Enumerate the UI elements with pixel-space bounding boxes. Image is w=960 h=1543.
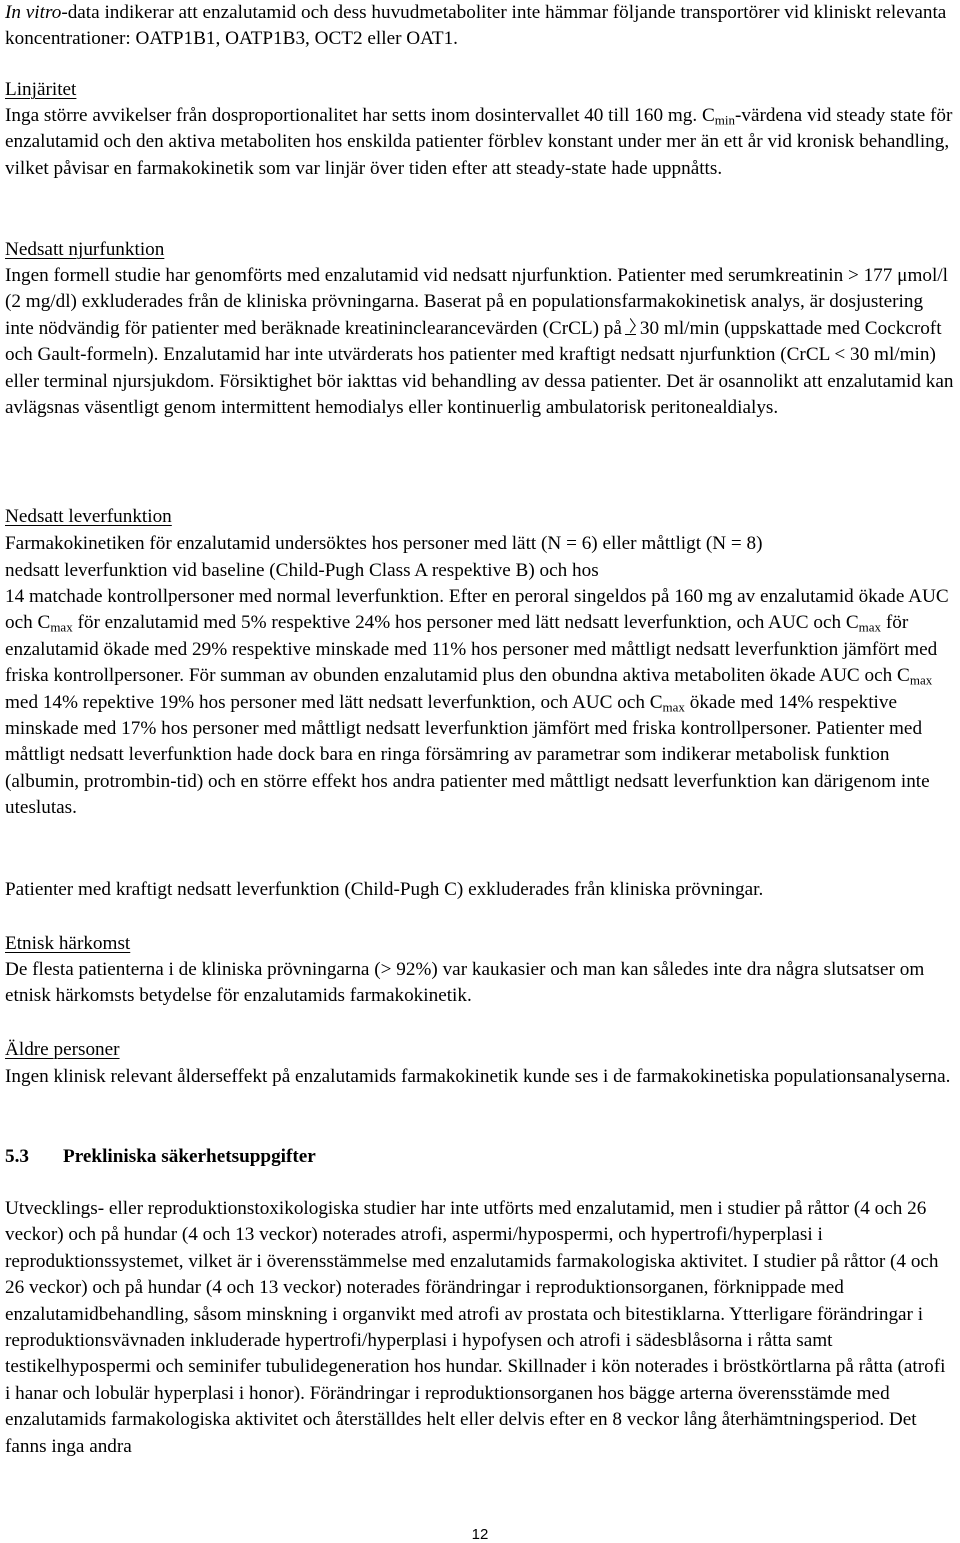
heading-ethnic: Etnisk härkomst: [5, 933, 131, 954]
subscript-max: max: [909, 672, 933, 688]
subscript-min: min: [714, 112, 736, 128]
preclinical-paragraph: Utvecklings- eller reproduktionstoxikologiska studier har inte utförts med enzalutamid, men i studier på råttor (4 och 26 veckor) och på hundar (4 och 13 veckor) noterades atrofi, aspermi/hypospermi, och hypertrofi/hyperplasi i reproduktionssystemet, vilket är i överensstämmelse med enzalutamids farmakologiska aktivitet. I studier på råttor (4 och 26 veckor) och på hundar (4 och 13 veckor) noterades förändringar i reproduktionsorganen, förknippade med enzalutamidbehandling, såsom minskning i organvikt med atrofi av prostata och bitestiklarna. Ytterligare förändringar i reproduktionsvävnaden inkluderade hypertrofi/hyperplasi i hypofysen och atrofi i sädesblåsorna i råtta samt testikelhypospermi och seminifer tubulidegeneration hos hundar. Skillnader i kön noterades i bröstkörtlarna på råtta (atrofi i hanar och lobulär hyperplasi i honor). Förändringar i reproduktionsorganen hos bägge arterna överensstämde med enzalutamids farmakologiska aktivitet och återställdes helt eller delvis efter en 8 veckor lång återhämtningsperiod. Det fanns inga andra: [5, 1198, 946, 1457]
ethnic-paragraph: De flesta patienterna i de kliniska prövningarna (> 92%) var kaukasier och man kan således inte dra några slutsatser om etnisk härkomsts betydelse för enzalutamids farmakokinetik.: [5, 959, 925, 1007]
section-heading-5-3: [5, 1144, 955, 1170]
heading-renal: Nedsatt njurfunktion: [5, 239, 165, 260]
subscript-max: max: [50, 619, 73, 635]
linearity-paragraph: Inga större avvikelser från dosproportionalitet har setts inom dosintervallet 40 till 160 mg. $C_{min}$-värdena vid steady state för enzalutamid och den aktiva metaboliten hos enskilda patienter förblev konstant under mer än ett år vid kronisk behandling, vilket påvisar en farmakokinetik som var linjär över tiden efter att steady-state hade uppnåtts.: [5, 105, 953, 179]
renal-paragraph: Ingen formell studie har genomförts med enzalutamid vid nedsatt njurfunktion. Patienter med serumkreatinin > 177 μmol/l (2 mg/dl) exkluderades från de kliniska prövningarna. Baserat på en populationsfarmakokinetisk analys, är dosjustering inte nödvändig för patienter med beräknade kreatininclearancevärden (CrCL) på 30 ml/min (uppskattade med Cockcroft och Gault-formeln). Enzalutamid har inte utvärderats hos patienter med kraftigt nedsatt njurfunktion (CrCL < 30 ml/min) eller terminal njursjukdom. Försiktighet bör iakttas vid behandling av dessa patienter. Det är osannolikt att enzalutamid kan avlägsnas väsentligt genom intermittent hemodialys eller kontinuerlig ambulatorisk peritonealdialys.: [5, 265, 954, 419]
intro-italic: In vitro: [5, 2, 62, 23]
hepatic-line-2: nedsatt leverfunktion vid baseline (Child-Pugh Class A respektive B) och hos: [5, 560, 599, 581]
subscript-max: max: [858, 619, 882, 635]
heading-hepatic: Nedsatt leverfunktion: [5, 506, 172, 527]
hepatic-severe-paragraph: Patienter med kraftigt nedsatt leverfunktion (Child-Pugh C) exkluderades från kliniska prövningar.: [5, 879, 764, 900]
heading-linearity: Linjäritet: [5, 79, 77, 100]
greater-equal-icon: [624, 320, 638, 336]
elderly-paragraph: Ingen klinisk relevant ålderseffekt på enzalutamids farmakokinetik kunde ses i de farmakokinetiska populationsanalyserna.: [5, 1066, 951, 1087]
subscript-max: max: [662, 698, 685, 714]
page-number: 12: [471, 1526, 489, 1543]
intro-paragraph: [5, 0, 955, 53]
hepatic-paragraph: 14 matchade kontrollpersoner med normal leverfunktion. Efter en peroral singeldos på 160 mg av enzalutamid ökade AUC och $C_{max}$ för enzalutamid med 5% respektive 24% hos personer med lätt nedsatt leverfunktion, och AUC och $C_{max}$ för enzalutamid ökade med 29% respektive minskade med 11% hos personer med måttligt nedsatt leverfunktion jämfört med friska kontrollpersoner. För summan av obunden enzalutamid plus den obundna aktiva metaboliten ökade AUC och $C_{max}$ med 14% repektive 19% hos personer med lätt nedsatt leverfunktion, och AUC och $C_{max}$ ökade med 14% respektive minskade med 17% hos personer med måttligt nedsatt leverfunktion jämfört med friska kontrollpersoner. Patienter med måttligt nedsatt leverfunktion hade dock bara en ringa försämring av parametrar som indikerar metabolisk funktion (albumin, protrombin-tid) och en större effekt hos andra patienter med måttligt nedsatt leverfunktion kan därigenom inte uteslutas.: [5, 586, 949, 819]
section-title: Prekliniska säkerhetsuppgifter: [63, 1146, 316, 1167]
hepatic-line-1: Farmakokinetiken för enzalutamid undersöktes hos personer med lätt (N = 6) eller måttligt (N = 8): [5, 533, 763, 554]
section-number: 5.3: [5, 1146, 29, 1167]
intro-text: -data indikerar att enzalutamid och dess huvudmetaboliter inte hämmar följande transportörer vid kliniskt relevanta koncentrationer: OATP1B1, OATP1B3, OCT2 eller OAT1.: [5, 2, 947, 50]
heading-elderly: Äldre personer: [5, 1039, 120, 1060]
